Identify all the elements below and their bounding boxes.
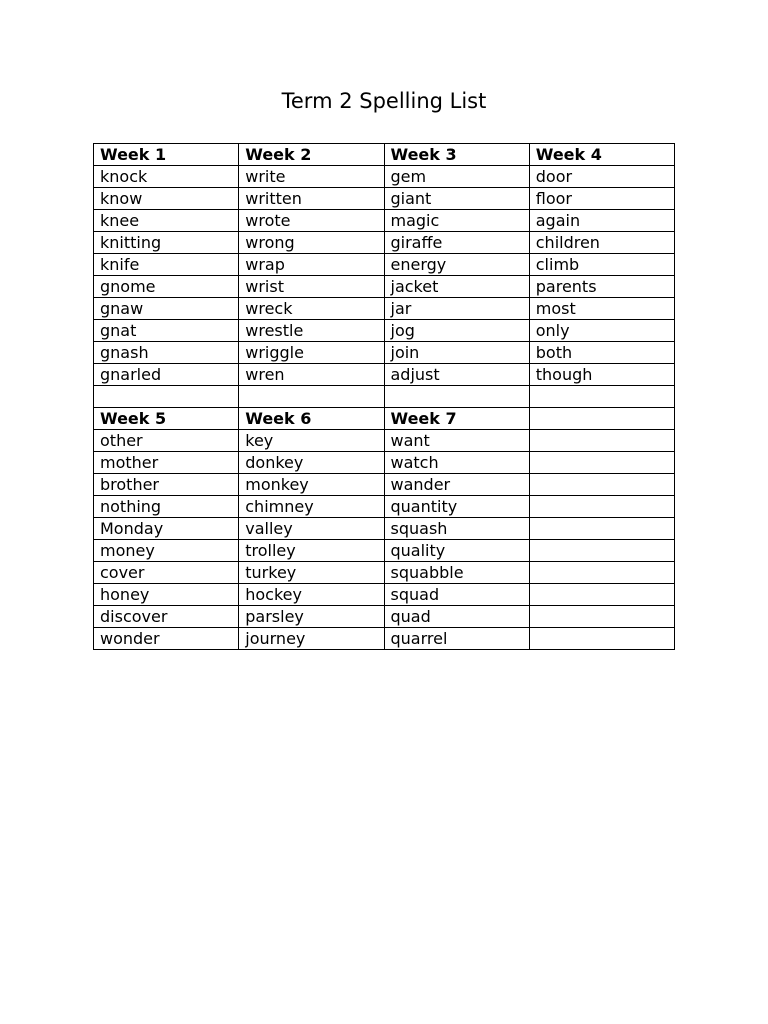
table-cell: want (384, 430, 529, 452)
table-cell: adjust (384, 364, 529, 386)
table-cell: hockey (239, 584, 384, 606)
table-cell: quality (384, 540, 529, 562)
table-header-row (94, 408, 675, 430)
table-cell: cover (94, 562, 239, 584)
table-cell: parents (529, 276, 674, 298)
table-cell: wreck (239, 298, 384, 320)
table-cell: door (529, 166, 674, 188)
table-cell: journey (239, 628, 384, 650)
table-cell (529, 518, 674, 540)
table-cell (529, 430, 674, 452)
spelling-table (93, 143, 675, 650)
table-cell: mother (94, 452, 239, 474)
table-cell: watch (384, 452, 529, 474)
table-cell: floor (529, 188, 674, 210)
table-cell: wonder (94, 628, 239, 650)
table-cell: gnat (94, 320, 239, 342)
table-cell: only (529, 320, 674, 342)
table-cell: squabble (384, 562, 529, 584)
table-cell: squad (384, 584, 529, 606)
table-cell: climb (529, 254, 674, 276)
table-cell: energy (384, 254, 529, 276)
table-row (94, 342, 675, 364)
table-cell: brother (94, 474, 239, 496)
table-cell (529, 496, 674, 518)
table-header-row (94, 144, 675, 166)
table-header-cell: Week 6 (239, 408, 384, 430)
table-row (94, 430, 675, 452)
table-header-cell: Week 7 (384, 408, 529, 430)
page-title: Term 2 Spelling List (281, 89, 487, 113)
table-row (94, 628, 675, 650)
table-row (94, 606, 675, 628)
table-cell (384, 386, 529, 408)
table-row (94, 210, 675, 232)
table-cell (529, 452, 674, 474)
table-cell (94, 386, 239, 408)
table-cell: parsley (239, 606, 384, 628)
table-cell: knife (94, 254, 239, 276)
table-cell: giraffe (384, 232, 529, 254)
table-cell: nothing (94, 496, 239, 518)
table-header-cell: Week 2 (239, 144, 384, 166)
table-row (94, 584, 675, 606)
table-cell: gnaw (94, 298, 239, 320)
table-cell: knock (94, 166, 239, 188)
table-cell: squash (384, 518, 529, 540)
table-cell: monkey (239, 474, 384, 496)
table-cell: gnash (94, 342, 239, 364)
table-cell: quarrel (384, 628, 529, 650)
table-cell: gem (384, 166, 529, 188)
table-cell: both (529, 342, 674, 364)
table-cell: gnarled (94, 364, 239, 386)
table-cell: gnome (94, 276, 239, 298)
table-cell: honey (94, 584, 239, 606)
table-cell: jacket (384, 276, 529, 298)
table-cell: discover (94, 606, 239, 628)
table-row (94, 320, 675, 342)
table-cell: key (239, 430, 384, 452)
table-cell: knitting (94, 232, 239, 254)
table-row (94, 364, 675, 386)
table-cell: quad (384, 606, 529, 628)
table-row (94, 474, 675, 496)
table-cell: quantity (384, 496, 529, 518)
table-cell: wrap (239, 254, 384, 276)
table-cell: though (529, 364, 674, 386)
table-cell: wander (384, 474, 529, 496)
table-row (94, 166, 675, 188)
table-row (94, 188, 675, 210)
table-row (94, 562, 675, 584)
table-cell: most (529, 298, 674, 320)
table-header-cell: Week 5 (94, 408, 239, 430)
table-row (94, 518, 675, 540)
table-header-cell (529, 408, 674, 430)
table-cell: wriggle (239, 342, 384, 364)
table-cell (529, 386, 674, 408)
table-header-cell: Week 3 (384, 144, 529, 166)
table-cell: join (384, 342, 529, 364)
table-cell: wren (239, 364, 384, 386)
table-row (94, 254, 675, 276)
table-row (94, 276, 675, 298)
table-cell: donkey (239, 452, 384, 474)
table-cell: trolley (239, 540, 384, 562)
table-cell: turkey (239, 562, 384, 584)
table-row (94, 540, 675, 562)
table-cell: chimney (239, 496, 384, 518)
table-cell: Monday (94, 518, 239, 540)
table-cell: know (94, 188, 239, 210)
table-cell (529, 562, 674, 584)
table-cell: wrong (239, 232, 384, 254)
table-row (94, 496, 675, 518)
table-cell: written (239, 188, 384, 210)
table-cell (529, 584, 674, 606)
table-row (94, 298, 675, 320)
table-cell: again (529, 210, 674, 232)
table-cell: knee (94, 210, 239, 232)
table-row (94, 452, 675, 474)
table-row (94, 386, 675, 408)
table-cell: other (94, 430, 239, 452)
table-cell (529, 540, 674, 562)
table-cell: wrestle (239, 320, 384, 342)
table-cell: valley (239, 518, 384, 540)
table-cell: wrist (239, 276, 384, 298)
table-cell: jar (384, 298, 529, 320)
table-cell: wrote (239, 210, 384, 232)
table-cell (529, 606, 674, 628)
table-cell: children (529, 232, 674, 254)
table-row (94, 232, 675, 254)
table-cell: giant (384, 188, 529, 210)
table-cell (529, 474, 674, 496)
table-cell (239, 386, 384, 408)
table-header-cell: Week 4 (529, 144, 674, 166)
table-cell: jog (384, 320, 529, 342)
table-header-cell: Week 1 (94, 144, 239, 166)
table-cell: magic (384, 210, 529, 232)
table-cell (529, 628, 674, 650)
table-cell: money (94, 540, 239, 562)
table-cell: write (239, 166, 384, 188)
